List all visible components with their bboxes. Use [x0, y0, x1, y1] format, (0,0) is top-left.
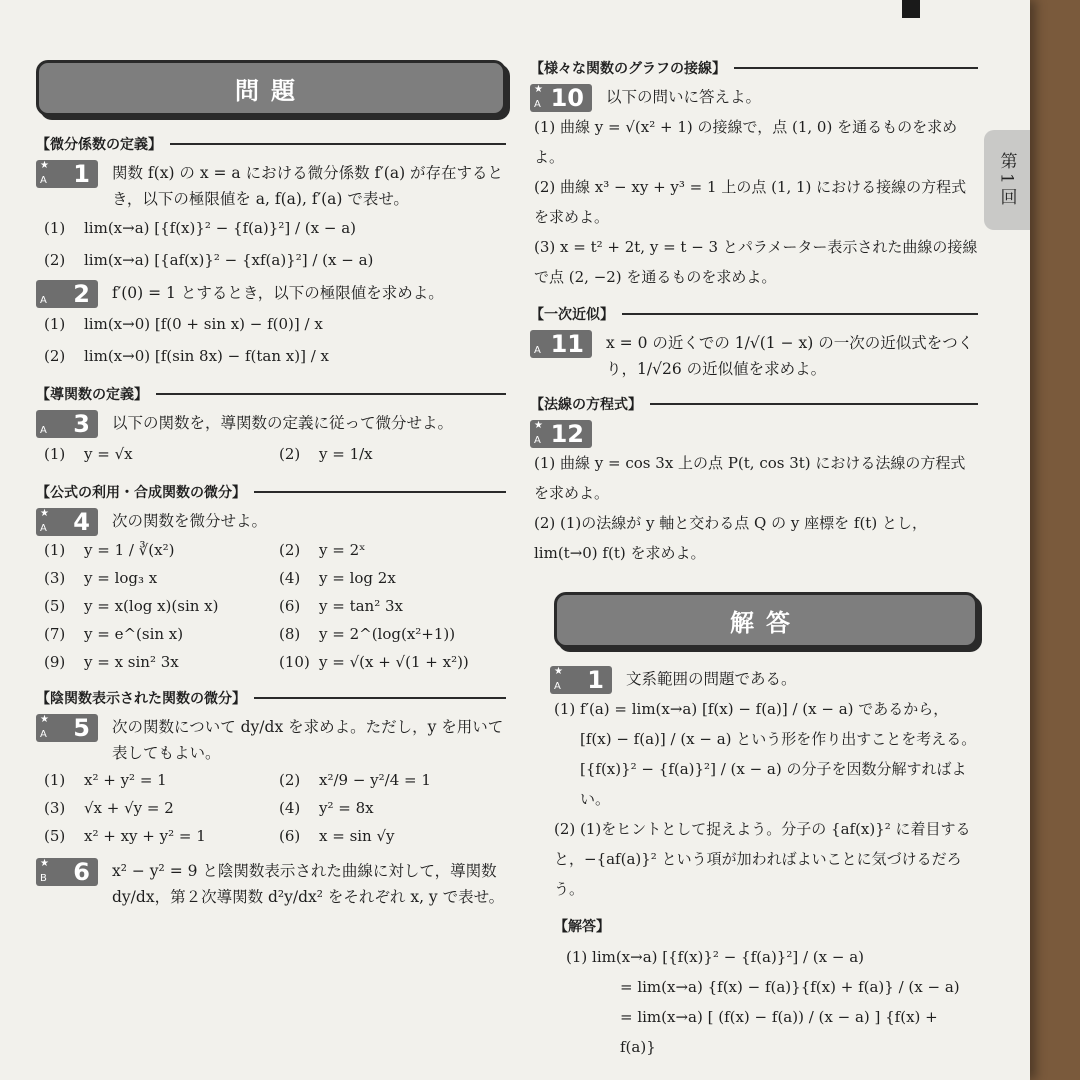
problem-text: x = 0 の近くでの 1/√(1 − x) の一次の近似式をつくり，1/√26 の近似値を求めよ。 [606, 334, 974, 378]
section-heading: 【微分係数の定義】 [36, 134, 506, 154]
section-rule [254, 697, 506, 699]
problem-badge: A 2 [36, 280, 98, 308]
problem-12 [530, 420, 978, 448]
answer-1 [550, 666, 978, 694]
answer-formula: (1) lim(x→a) [{f(x)}² − {f(a)}²] / (x − a) [566, 948, 865, 966]
section-heading: 【様々な関数のグラフの接線】 [530, 58, 978, 78]
answer-formula: = lim(x→a) [ (f(x) − f(a)) / (x − a) ] {f(x) + f(a)} [620, 1008, 938, 1056]
left-column [36, 60, 506, 910]
problems-banner: 問題 [36, 60, 506, 116]
problem-badge: ★ B 6 [36, 858, 98, 886]
subproblem: (2) (1)の法線が y 軸と交わる点 Q の y 座標を f(t) とし，lim(t→0) f(t) を求めよ。 [534, 514, 927, 562]
problem-badge: A 11 [530, 330, 592, 358]
answer-line: (1) f′(a) = lim(x→a) [f(x) − f(a)] / (x − a) であるから， [554, 700, 949, 718]
section-heading: 【公式の利用・合成関数の微分】 [36, 482, 506, 502]
problem-text: 次の関数について dy/dx を求めよ。ただし，y を用いて表してもよい。 [112, 718, 504, 762]
problem-4 [36, 508, 506, 536]
section-rule [734, 67, 978, 69]
problem-badge: ★ A 12 [530, 420, 592, 448]
subproblem: (1) lim(x→0) [f(0 + sin x) − f(0)] / x [44, 315, 323, 333]
section-heading: 【一次近似】 [530, 304, 978, 324]
answer-line: [f(x) − f(a)] / (x − a) という形を作り出すことを考える。 [580, 730, 977, 748]
problem-3 [36, 410, 506, 438]
problem-badge: ★ A 5 [36, 714, 98, 742]
answer-line: (2) (1)をヒントとして捉えよう。分子の {af(x)}² に着目すると，−{af(a)}² という項が加わればよいことに気づけるだろう。 [554, 820, 971, 898]
subproblem-grid: (1) y = 1 / ∛(x²) (2) y = 2ˣ (3) y = log₃ x (4) y = log 2x (5) y = x(log x)(sin x) (6) y = tan² 3x (7) y = e^(sin x) (8) y = 2^(log(x²+1)) (9) y = x sin² 3x (10) y = √(x + √(1 + x²)) [44, 541, 469, 671]
chapter-side-tab-label: 第1回 [996, 151, 1017, 209]
problem-5 [36, 714, 506, 766]
problem-2 [36, 280, 506, 308]
subproblem: (2) lim(x→a) [{af(x)}² − {xf(a)}²] / (x − a) [44, 251, 374, 269]
chapter-side-tab[interactable] [984, 130, 1030, 230]
section-heading: 【法線の方程式】 [530, 394, 978, 414]
section-rule [622, 313, 978, 315]
answer-formula: = lim(x→a) {f(x) − f(a)}{f(x) + f(a)} / (x − a) [620, 978, 960, 996]
section-heading: 【陰関数表示された関数の微分】 [36, 688, 506, 708]
problem-badge: ★ A 10 [530, 84, 592, 112]
answers-banner: 解答 [554, 592, 978, 648]
subproblem-grid: (1) y = √x (2) y = 1/x [44, 445, 373, 463]
problem-text: 次の関数を微分せよ。 [112, 512, 268, 530]
subproblem: (1) lim(x→a) [{f(x)}² − {f(a)}²] / (x − a) [44, 219, 356, 237]
problem-1 [36, 160, 506, 212]
subproblem: (2) 曲線 x³ − xy + y³ = 1 上の点 (1, 1) における接線の方程式を求めよ。 [534, 178, 967, 226]
subproblem: (2) lim(x→0) [f(sin 8x) − f(tan x)] / x [44, 347, 330, 365]
subproblem: (3) x = t² + 2t, y = t − 3 とパラメーター表示された曲線の接線で点 (2, −2) を通るものを求めよ。 [534, 238, 978, 286]
problem-text: 以下の関数を，導関数の定義に従って微分せよ。 [112, 414, 454, 432]
answer-heading: 【解答】 [554, 919, 610, 935]
right-column [530, 58, 978, 1062]
problem-6 [36, 858, 506, 910]
section-heading: 【導関数の定義】 [36, 384, 506, 404]
problem-badge: ★ A 4 [36, 508, 98, 536]
problem-text: x² − y² = 9 と陰関数表示された曲線に対して，導関数 dy/dx，第２次導関数 d²y/dx² をそれぞれ x, y で表せ。 [112, 862, 505, 906]
subproblem: (1) 曲線 y = √(x² + 1) の接線で，点 (1, 0) を通るものを求めよ。 [534, 118, 958, 166]
section-rule [254, 491, 506, 493]
subproblem: (1) 曲線 y = cos 3x 上の点 P(t, cos 3t) における法線の方程式を求めよ。 [534, 454, 966, 502]
problem-badge: ★ A 1 [36, 160, 98, 188]
problem-text: 以下の問いに答えよ。 [606, 88, 762, 106]
answer-line: [{f(x)}² − {f(a)}²] / (x − a) の分子を因数分解すればよい。 [580, 760, 967, 808]
problem-text: 関数 f(x) の x = a における微分係数 f′(a) が存在するとき，以下の極限値を a, f(a), f′(a) で表せ。 [112, 164, 504, 208]
section-rule [156, 393, 506, 395]
section-rule [650, 403, 978, 405]
problem-badge: ★ A 1 [550, 666, 612, 694]
answer-text: 文系範囲の問題である。 [626, 670, 797, 688]
problem-11 [530, 330, 978, 382]
problem-10 [530, 84, 978, 112]
subproblem-grid: (1) x² + y² = 1 (2) x²/9 − y²/4 = 1 (3) √x + √y = 2 (4) y² = 8x (5) x² + xy + y² = 1 (6) x = sin √y [44, 771, 431, 845]
problem-text: f′(0) = 1 とするとき，以下の極限値を求めよ。 [112, 284, 444, 302]
page-corner-bar [902, 0, 920, 18]
problem-badge: A 3 [36, 410, 98, 438]
section-rule [170, 143, 506, 145]
